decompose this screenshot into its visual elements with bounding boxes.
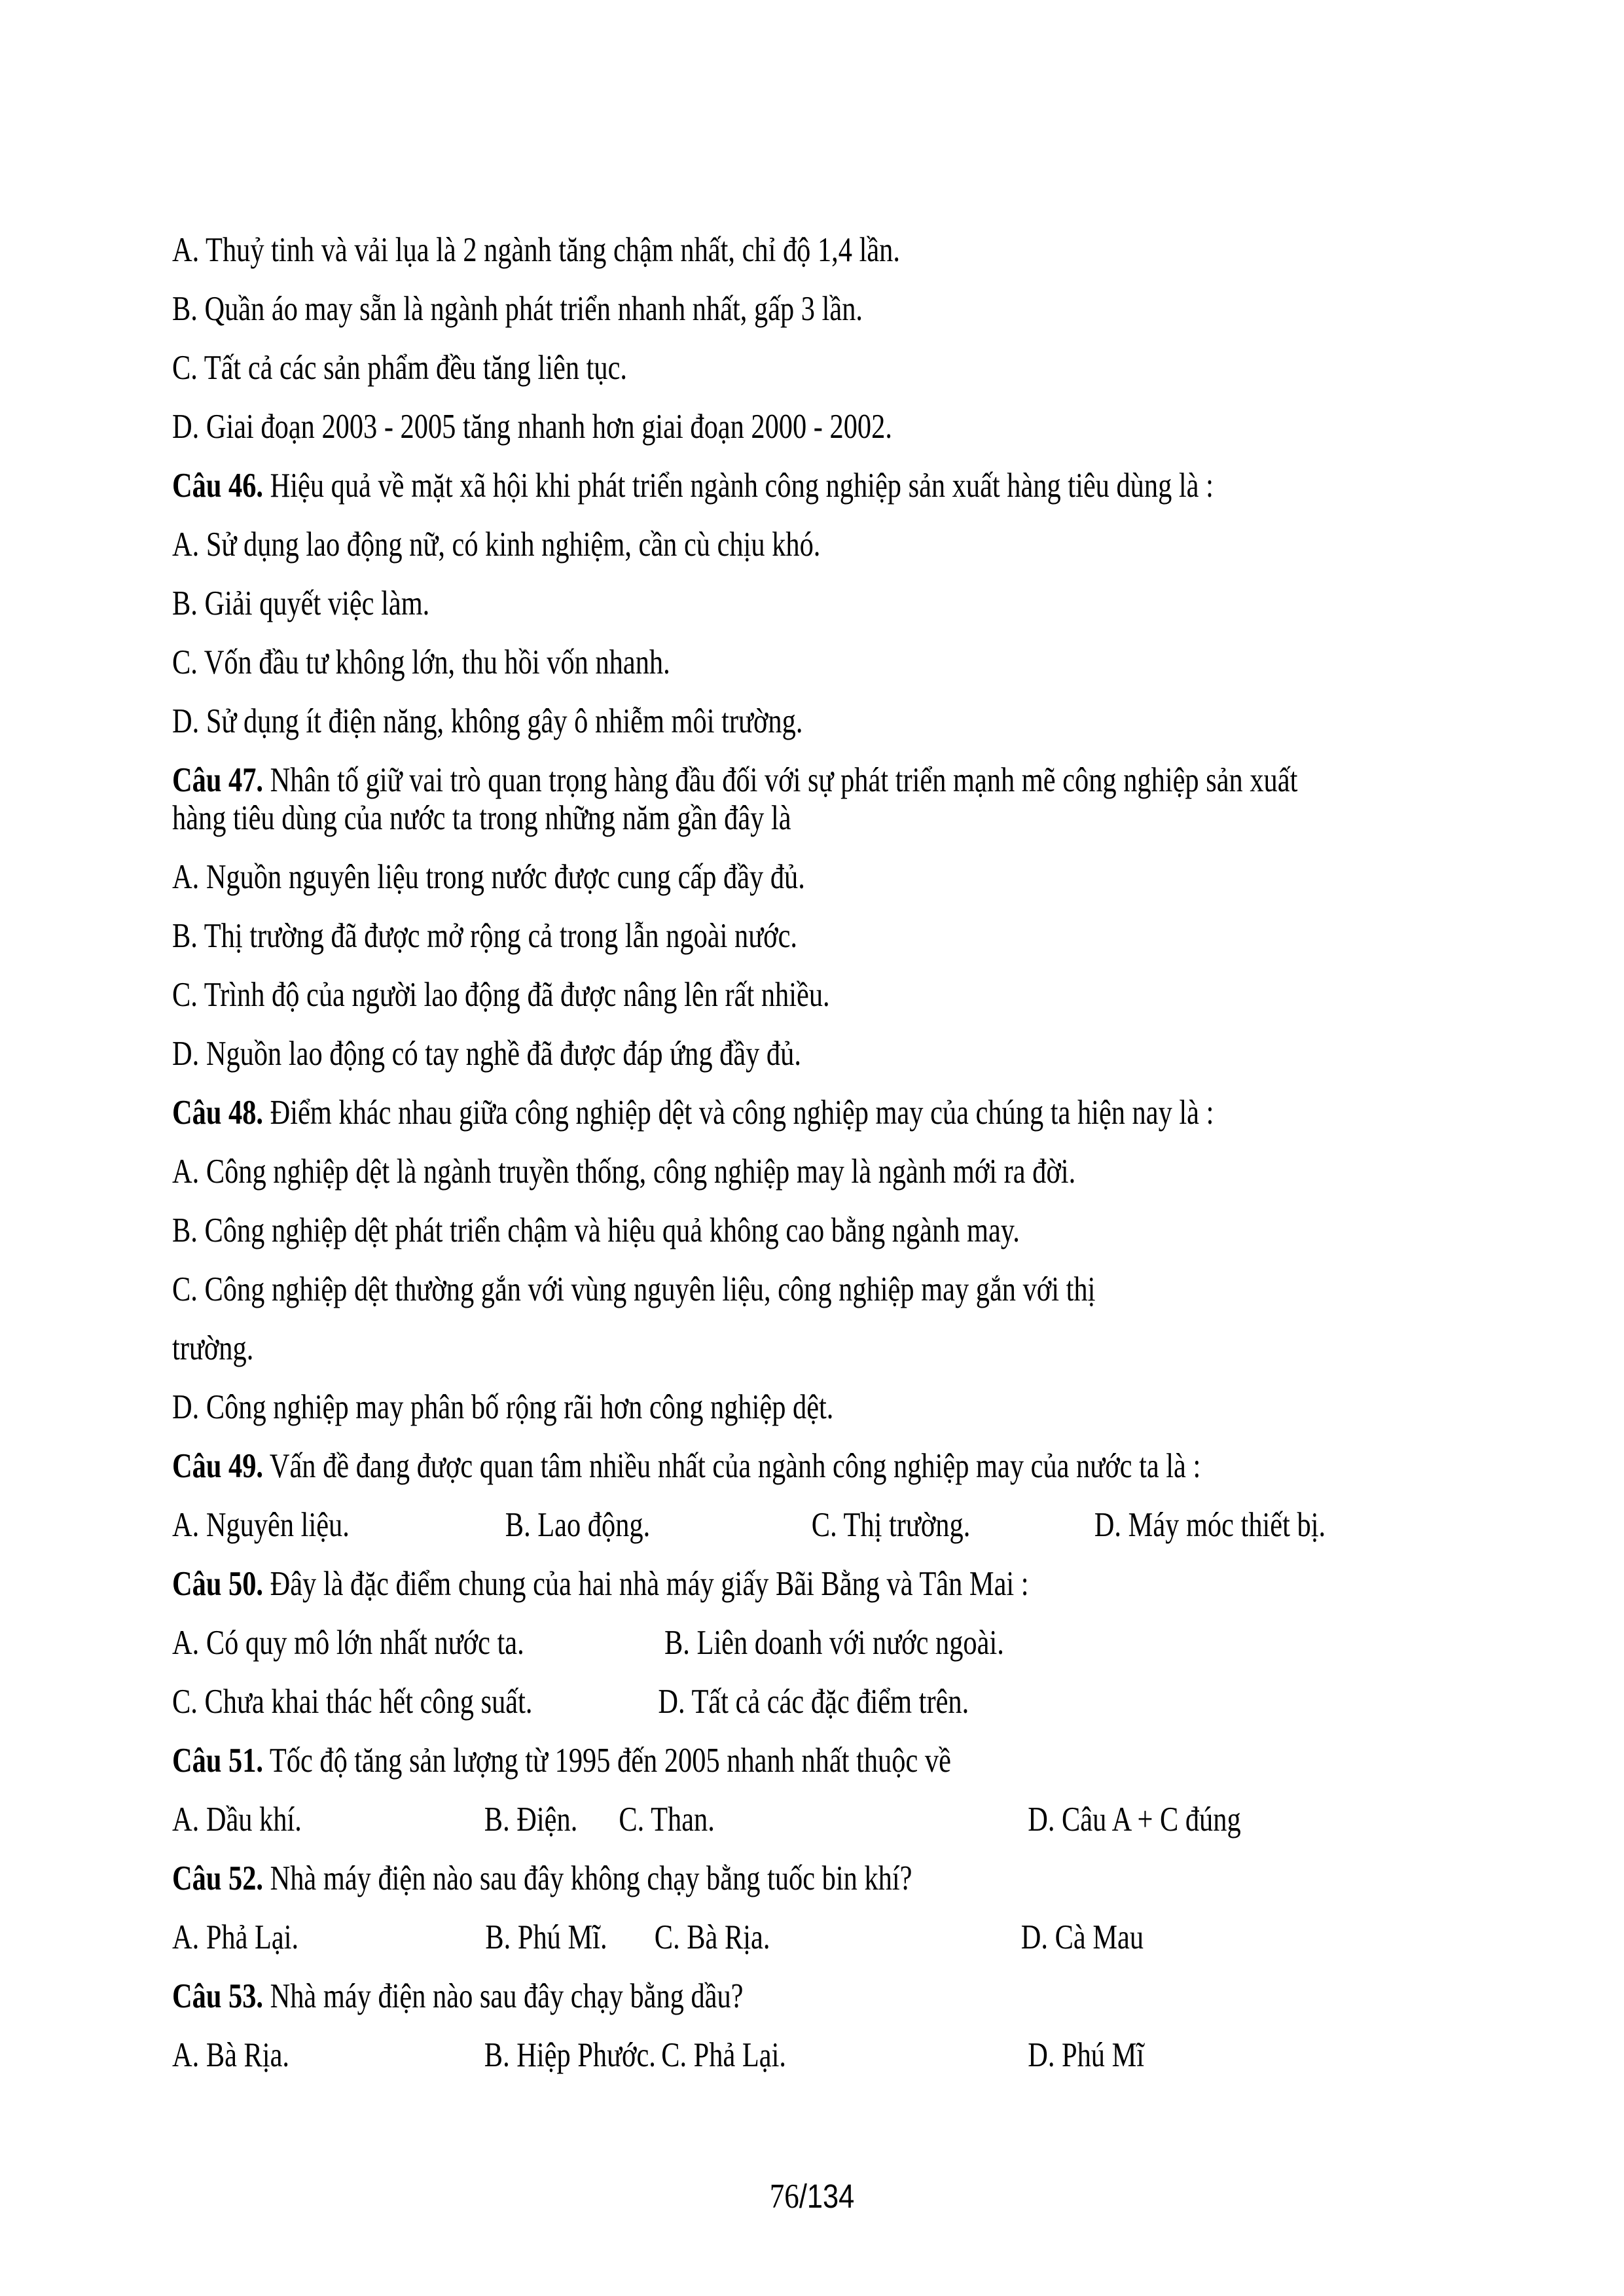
q46-label: Câu 46. [172, 467, 264, 505]
q52-options-row [172, 1918, 1429, 1956]
q46-option-a: A. Sử dụng lao động nữ, có kinh nghiệm, cần cù chịu khó. [172, 526, 821, 564]
q48-option-c-wrap: trường. [172, 1329, 254, 1367]
q48-label: Câu 48. [172, 1094, 264, 1132]
page-footer [122, 2178, 1502, 2215]
q46-stem [172, 467, 1429, 505]
q50-option-b: B. Liên doanh với nước ngoài. [664, 1624, 1004, 1662]
q50-option-a: A. Có quy mô lớn nhất nước ta. [172, 1624, 524, 1662]
question-content [172, 231, 1429, 2095]
q53-option-c: C. Phả Lại. [661, 2036, 786, 2074]
q48-option-b: B. Công nghiệp dệt phát triển chậm và hiệu quả không cao bằng ngành may. [172, 1211, 1020, 1249]
q48-stem-text: Điểm khác nhau giữa công nghiệp dệt và công nghiệp may của chúng ta hiện nay là : [263, 1094, 1214, 1132]
q48-option-c: C. Công nghiệp dệt thường gắn với vùng nguyên liệu, công nghiệp may gắn với thị [172, 1270, 1096, 1308]
q52-option-c: C. Bà Rịa. [654, 1918, 770, 1956]
q50-options-row-1 [172, 1624, 1429, 1662]
q45-option-c: C. Tất cả các sản phẩm đều tăng liên tục. [172, 349, 628, 387]
q47-option-c: C. Trình độ của người lao động đã được nâng lên rất nhiều. [172, 976, 830, 1014]
q47-stem-line2: hàng tiêu dùng của nước ta trong những năm gần đây là [172, 799, 791, 837]
q48-stem [172, 1094, 1429, 1132]
q45-option-b: B. Quần áo may sẵn là ngành phát triển nhanh nhất, gấp 3 lần. [172, 290, 863, 328]
q46-stem-text: Hiệu quả về mặt xã hội khi phát triển ngành công nghiệp sản xuất hàng tiêu dùng là : [263, 467, 1214, 505]
q53-label: Câu 53. [172, 1977, 264, 2015]
q50-label: Câu 50. [172, 1565, 264, 1603]
q45-option-d: D. Giai đoạn 2003 - 2005 tăng nhanh hơn giai đoạn 2000 - 2002. [172, 408, 892, 446]
q47-stem [172, 761, 1429, 837]
q46-option-b: B. Giải quyết việc làm. [172, 584, 430, 622]
q49-option-c: C. Thị trường. [811, 1506, 971, 1544]
q47-label: Câu 47. [172, 761, 264, 799]
q48-option-a: A. Công nghiệp dệt là ngành truyền thống, công nghiệp may là ngành mới ra đời. [172, 1153, 1076, 1191]
q49-label: Câu 49. [172, 1447, 264, 1485]
q53-option-d: D. Phú Mĩ [1028, 2036, 1145, 2074]
q51-option-a: A. Dầu khí. [172, 1801, 302, 1839]
q53-option-a: A. Bà Rịa. [172, 2036, 289, 2074]
q53-option-b: B. Hiệp Phước. [484, 2036, 656, 2074]
q51-option-c: C. Than. [619, 1801, 715, 1839]
q47-option-b: B. Thị trường đã được mở rộng cả trong lẫn ngoài nước. [172, 917, 798, 955]
q46-option-c: C. Vốn đầu tư không lớn, thu hồi vốn nhanh. [172, 643, 670, 681]
q52-stem [172, 1859, 1429, 1897]
q51-options-row [172, 1801, 1429, 1839]
q52-label: Câu 52. [172, 1859, 264, 1897]
q49-option-d: D. Máy móc thiết bị. [1094, 1506, 1326, 1544]
q50-stem [172, 1565, 1429, 1603]
q51-stem [172, 1742, 1429, 1780]
q45-option-a: A. Thuỷ tinh và vải lụa là 2 ngành tăng chậm nhất, chỉ độ 1,4 lần. [172, 231, 900, 269]
q50-option-d: D. Tất cả các đặc điểm trên. [658, 1683, 969, 1721]
q51-option-b: B. Điện. [484, 1801, 578, 1839]
q50-option-c: C. Chưa khai thác hết công suất. [172, 1683, 533, 1721]
q53-stem [172, 1977, 1429, 2015]
q49-stem [172, 1447, 1429, 1485]
page-number-current: 76 [769, 2178, 799, 2215]
q52-option-a: A. Phả Lại. [172, 1918, 299, 1956]
q53-stem-text: Nhà máy điện nào sau đây chạy bằng dầu? [263, 1977, 744, 2015]
q52-stem-text: Nhà máy điện nào sau đây không chạy bằng tuốc bin khí? [263, 1859, 912, 1897]
q49-option-b: B. Lao động. [505, 1506, 651, 1544]
page-number-total: /134 [799, 2178, 855, 2215]
q52-option-d: D. Cà Mau [1020, 1918, 1144, 1956]
q51-label: Câu 51. [172, 1742, 264, 1780]
q49-stem-text: Vấn đề đang được quan tâm nhiều nhất của ngành công nghiệp may của nước ta là : [263, 1447, 1201, 1485]
q50-options-row-2 [172, 1683, 1429, 1721]
q49-options-row [172, 1506, 1429, 1544]
q46-option-d: D. Sử dụng ít điện năng, không gây ô nhiễm môi trường. [172, 702, 803, 740]
q48-option-d: D. Công nghiệp may phân bố rộng rãi hơn công nghiệp dệt. [172, 1388, 834, 1426]
q47-option-a: A. Nguồn nguyên liệu trong nước được cung cấp đầy đủ. [172, 858, 805, 896]
q47-stem-line1 [172, 761, 1429, 799]
q51-stem-text: Tốc độ tăng sản lượng từ 1995 đến 2005 nhanh nhất thuộc về [263, 1742, 951, 1780]
q50-stem-text: Đây là đặc điểm chung của hai nhà máy giấy Bãi Bằng và Tân Mai : [263, 1565, 1029, 1603]
q53-options-row [172, 2036, 1429, 2074]
q51-option-d: D. Câu A + C đúng [1028, 1801, 1241, 1839]
q49-option-a: A. Nguyên liệu. [172, 1506, 350, 1544]
q47-option-d: D. Nguồn lao động có tay nghề đã được đáp ứng đầy đủ. [172, 1035, 801, 1073]
q52-option-b: B. Phú Mĩ. [485, 1918, 607, 1956]
q47-stem-line1-text: Nhân tố giữ vai trò quan trọng hàng đầu đối với sự phát triển mạnh mẽ công nghiệp sản xuất [263, 761, 1298, 799]
